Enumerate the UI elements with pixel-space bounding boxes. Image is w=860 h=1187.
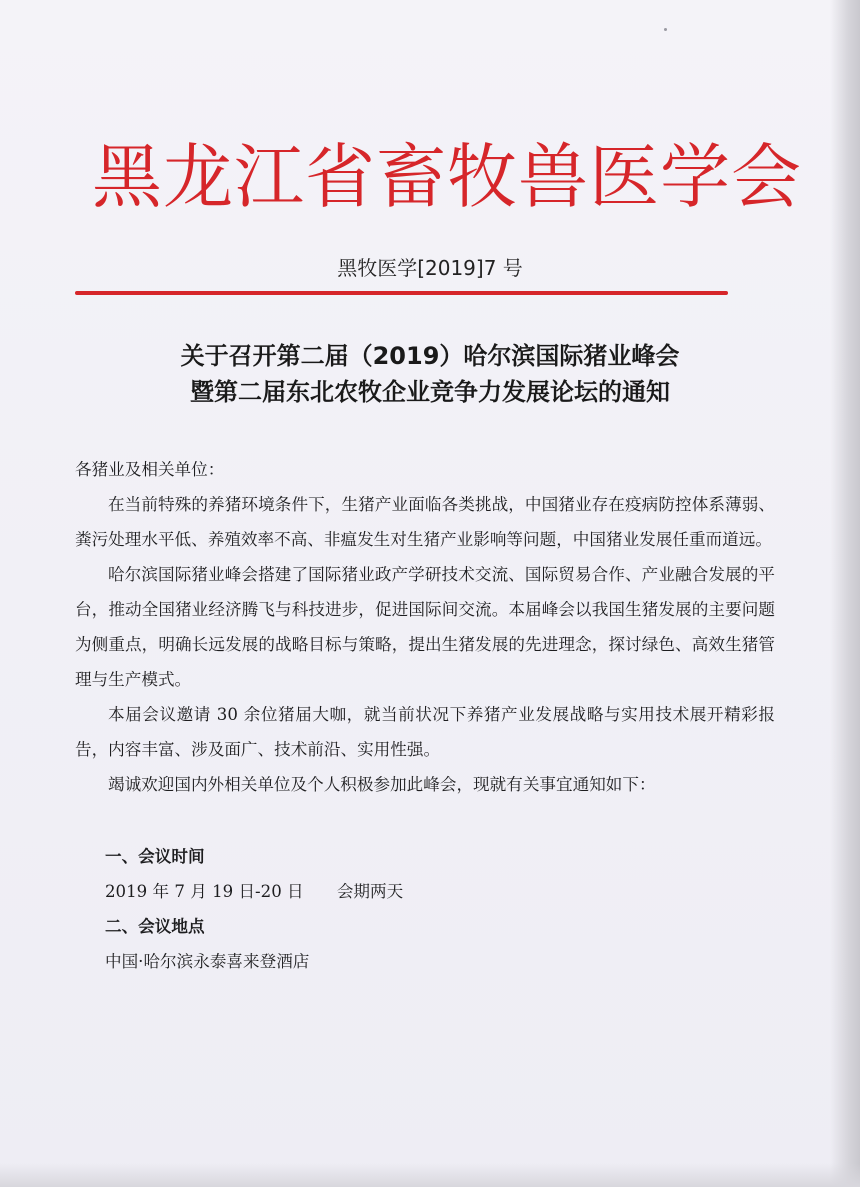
body-paragraph-3: 本届会议邀请 30 余位猪届大咖，就当前状况下养猪产业发展战略与实用技术展开精彩报告，内容丰富、涉及面广、技术前沿、实用性强。 xyxy=(75,705,775,759)
section-spacer xyxy=(75,802,775,839)
body-paragraph-4: 竭诚欢迎国内外相关单位及个人积极参加此峰会，现就有关事宜通知如下： xyxy=(108,775,656,794)
notice-title xyxy=(0,338,860,410)
letterhead-red-divider xyxy=(75,291,728,295)
section-text-meeting-location: 中国·哈尔滨永泰喜来登酒店 xyxy=(105,952,310,971)
document-number: 黑牧医学[2019]7 号 xyxy=(337,256,523,280)
body-paragraph-1: 在当前特殊的养猪环境条件下，生猪产业面临各类挑战，中国猪业存在疫病防控体系薄弱、粪污处理水平低、养殖效率不高、非瘟发生对生猪产业影响等问题，中国猪业发展任重而道远。 xyxy=(75,495,775,549)
page-edge-shadow-right xyxy=(830,0,860,1187)
body-paragraph-2: 哈尔滨国际猪业峰会搭建了国际猪业政产学研技术交流、国际贸易合作、产业融合发展的平台，推动全国猪业经济腾飞与科技进步，促进国际间交流。本届峰会以我国生猪发展的主要问题为侧重点，明确长远发展的战略目标与策略，提出生猪发展的先进理念，探讨绿色、高效生猪管理与生产模式。 xyxy=(75,565,775,689)
salutation: 各猪业及相关单位： xyxy=(75,460,225,479)
notice-title-line-1: 关于召开第二届（2019）哈尔滨国际猪业峰会 xyxy=(180,342,680,370)
notice-body xyxy=(75,452,775,979)
page-edge-shadow-bottom xyxy=(0,1163,860,1187)
notice-title-line-2: 暨第二届东北农牧企业竞争力发展论坛的通知 xyxy=(190,378,670,406)
section-heading-meeting-time: 一、会议时间 xyxy=(105,847,205,866)
section-text-meeting-time: 2019 年 7 月 19 日-20 日 会期两天 xyxy=(105,882,404,901)
organization-name-header: 黑龙江省畜牧兽医学会 xyxy=(92,136,802,218)
scan-speck xyxy=(664,28,667,31)
section-heading-meeting-location: 二、会议地点 xyxy=(105,917,205,936)
